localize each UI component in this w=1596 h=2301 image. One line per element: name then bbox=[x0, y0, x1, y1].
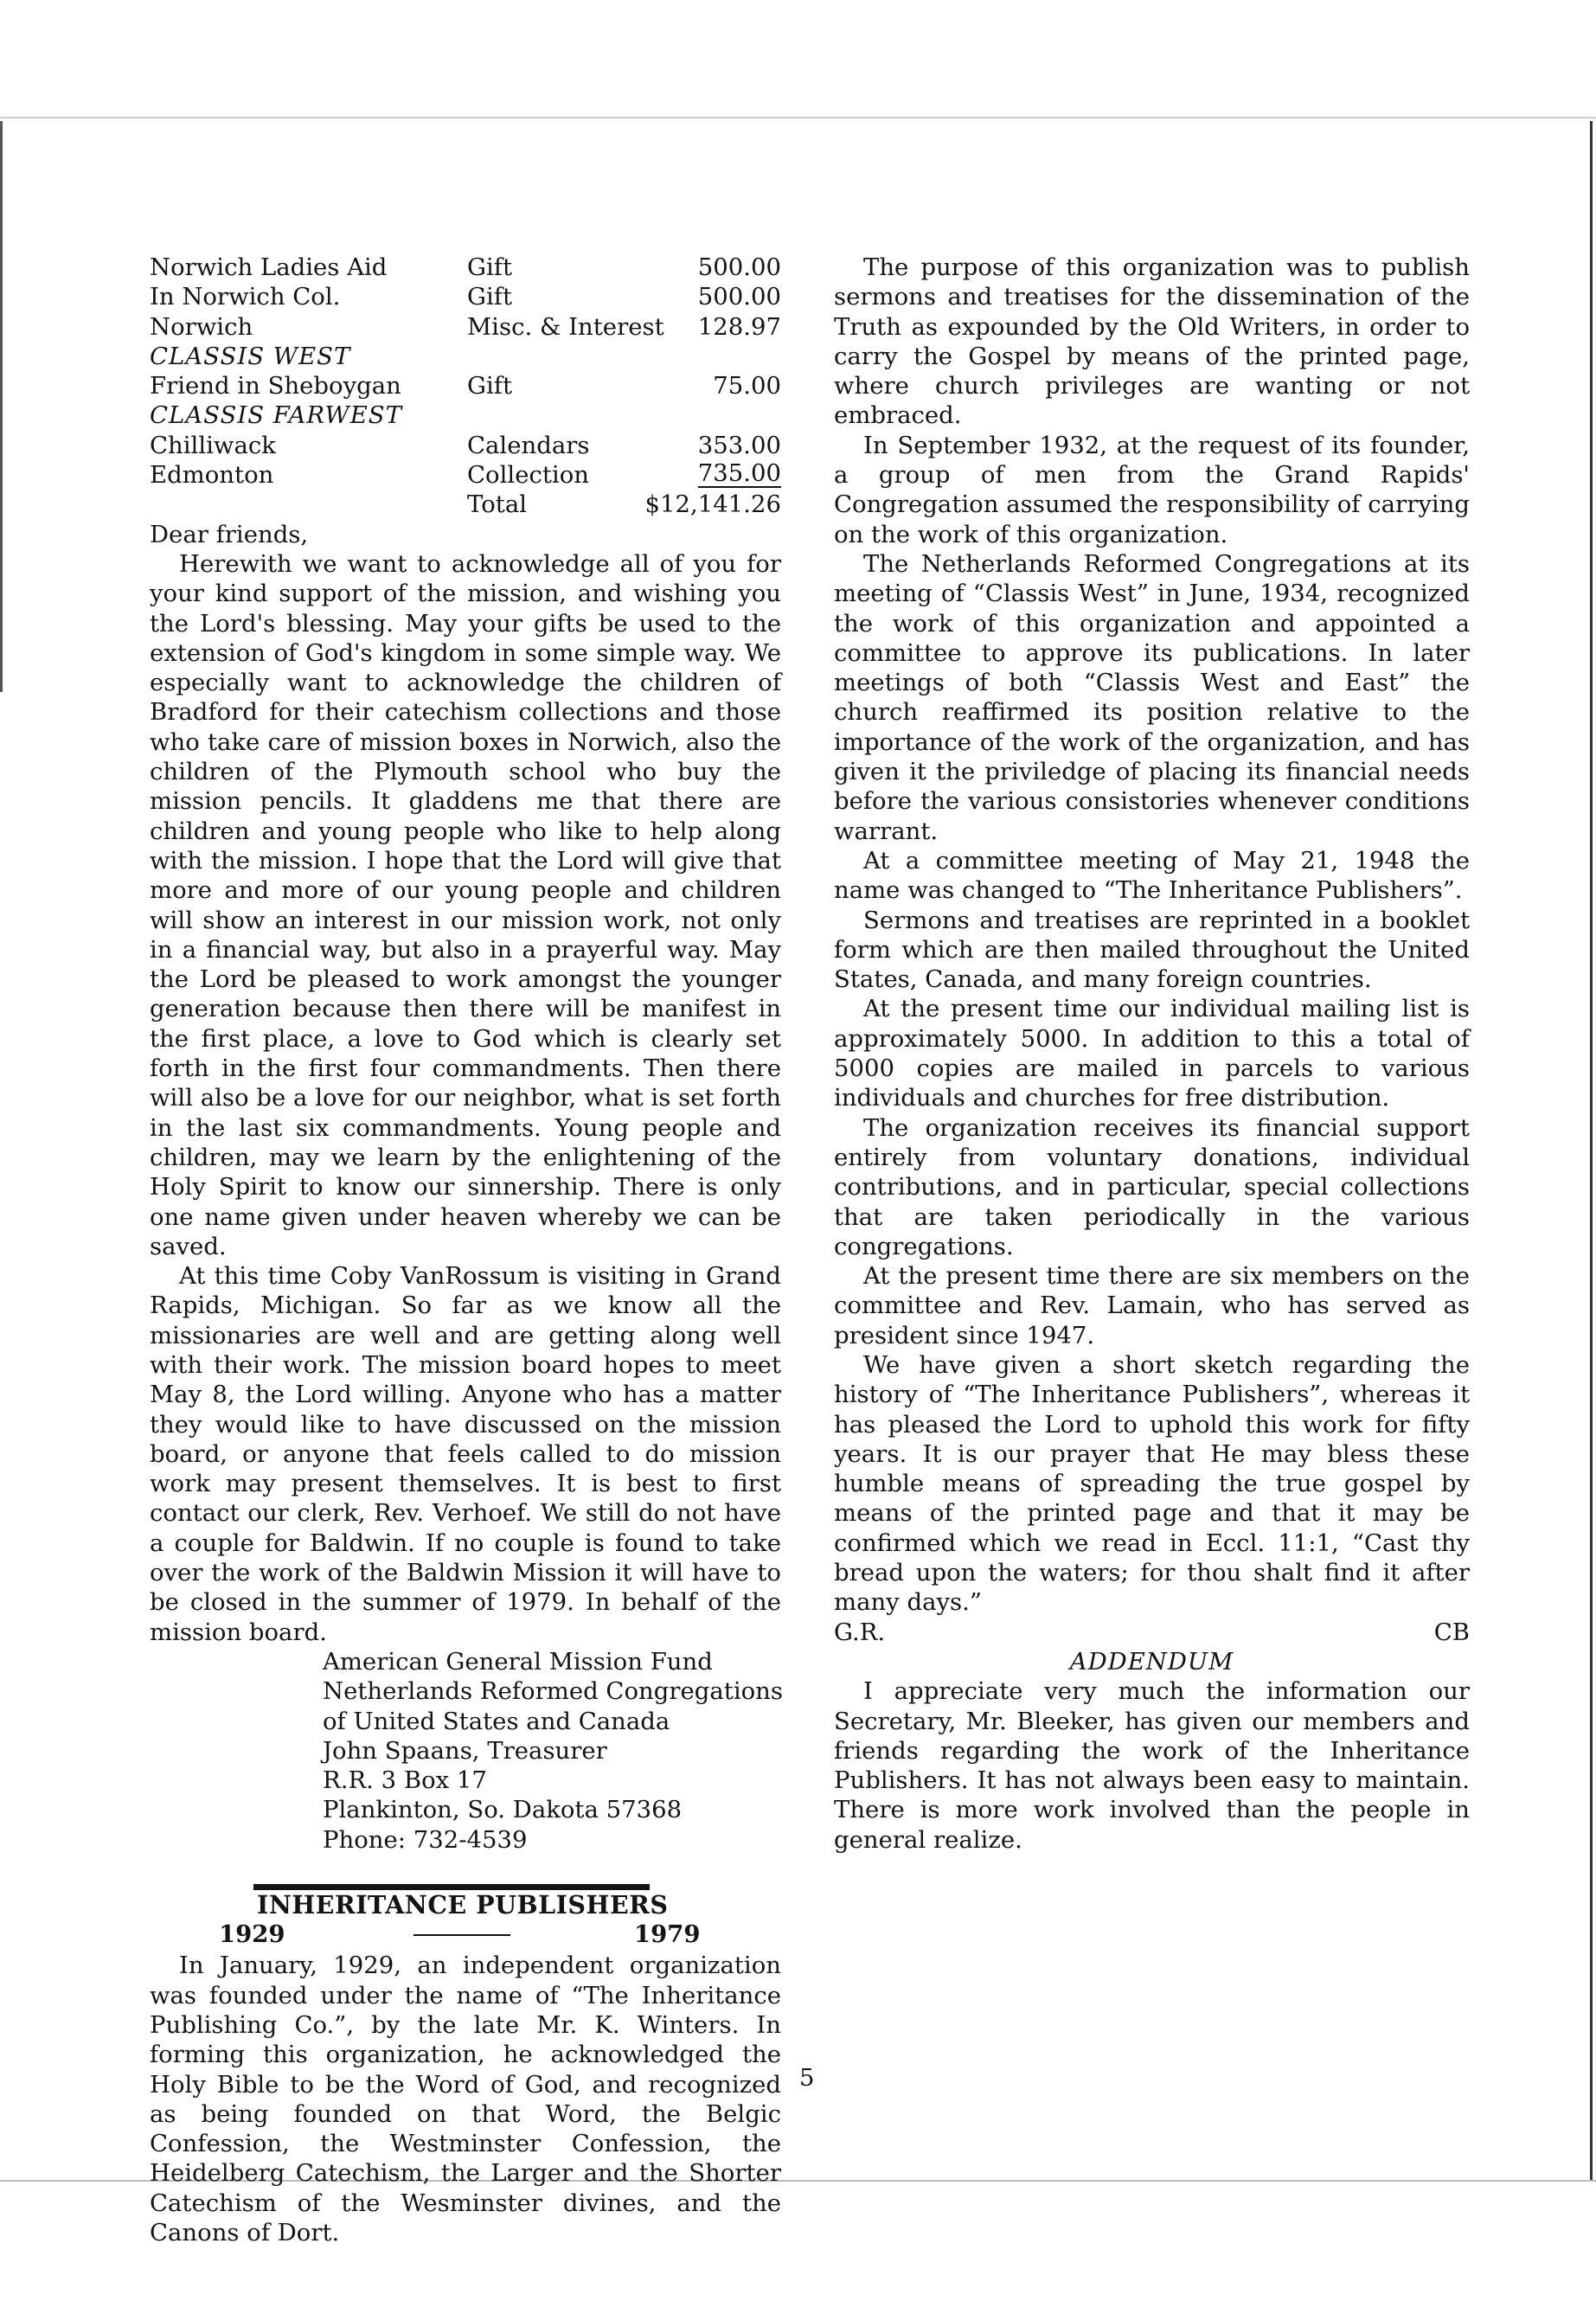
article-paragraph: At a committee meeting of May 21, 1948 the name was changed to “The Inheritance Publishers”. bbox=[834, 846, 1470, 905]
signoff-initials-left: G.R. bbox=[834, 1618, 886, 1646]
letter-signature-block bbox=[323, 1647, 781, 1855]
ledger-row bbox=[150, 282, 781, 311]
ledger-row bbox=[150, 371, 781, 401]
ledger-amount: 500.00 bbox=[697, 283, 781, 311]
article-title: INHERITANCE PUBLISHERS bbox=[257, 1890, 669, 1920]
signature-line: John Spaans, Treasurer bbox=[323, 1736, 607, 1765]
ledger-name: Chilliwack bbox=[150, 431, 276, 459]
year-start: 1929 bbox=[219, 1920, 285, 1949]
article-years bbox=[150, 1920, 781, 1951]
ledger-amount: 75.00 bbox=[713, 372, 781, 401]
ledger-total-amount: $12,141.26 bbox=[644, 490, 781, 519]
ledger-name: Friend in Sheboygan bbox=[150, 372, 401, 401]
page-number: 5 bbox=[799, 2064, 815, 2092]
article-signoff bbox=[834, 1618, 1470, 1647]
ledger-type: Misc. & Interest bbox=[467, 312, 664, 341]
signature-line: Phone: 732-4539 bbox=[323, 1825, 528, 1854]
classis-west-heading: CLASSIS WEST bbox=[150, 342, 351, 370]
ledger-name: In Norwich Col. bbox=[150, 283, 341, 311]
signature-line: Plankinton, So. Dakota 57368 bbox=[323, 1796, 683, 1824]
letter-paragraph: At this time Coby VanRossum is visiting in Grand Rapids, Michigan. So far as we know all the missionaries are well and are getting along well with their work. The mission board hopes to meet May 8, the Lord willing. Anyone who has a matter they would like to have discussed on the mission board, or anyone that feels called to do mission work may present themselves. It is best to first contact our clerk, Rev. Verhoef. We still do not have a couple for Baldwin. If no couple is found to take over the work of the Baldwin Mission it will have to be closed in the summer of 1979. In behalf of the mission board. bbox=[150, 1262, 781, 1646]
article-paragraph: The Netherlands Reformed Congregations at its meeting of “Classis West” in June, 1934, recognized the work of this organization and appointed a committee to approve its publications. In later meetings of both “Classis West and East” the church reaffirmed its position relative to the importance of the work of the organization, and has given it the priviledge of placing its financial needs before the various consistories whenever conditions warrant. bbox=[834, 549, 1470, 845]
ledger-row bbox=[150, 253, 781, 282]
signature-line: Netherlands Reformed Congregations bbox=[323, 1677, 783, 1706]
ledger-type: Gift bbox=[467, 372, 512, 401]
article-paragraph: At the present time our individual mailing list is approximately 5000. In addition to this a total of 5000 copies are mailed in parcels to various individuals and churches for free distribution. bbox=[834, 995, 1470, 1112]
ledger-type: Gift bbox=[467, 253, 512, 281]
article-paragraph: We have given a short sketch regarding the history of “The Inheritance Publishers”, whereas it has pleased the Lord to uphold this work for fifty years. It is our prayer that He may bless these humble means of spreading the true gospel by means of the printed page and that it may be confirmed which we read in Eccl. 11:1, “Cast thy bread upon the waters; for thou shalt find it after many days.” bbox=[834, 1350, 1470, 1617]
ledger-amount: 500.00 bbox=[697, 253, 781, 281]
ledger-name: Edmonton bbox=[150, 461, 274, 490]
letter-salutation: Dear friends, bbox=[150, 520, 309, 548]
ledger-row bbox=[150, 460, 781, 490]
ledger-total-row bbox=[150, 490, 781, 519]
scan-top-edge bbox=[0, 117, 1596, 119]
signature-line: of United States and Canada bbox=[323, 1707, 670, 1735]
scan-right-edge bbox=[1590, 121, 1593, 2180]
article-paragraph: The organization receives its financial support entirely from voluntary donations, individual contributions, and in particular, special collections that are taken periodically in the various congregations. bbox=[834, 1113, 1470, 1260]
ledger-type: Calendars bbox=[467, 431, 590, 459]
article-paragraph: The purpose of this organization was to publish sermons and treatises for the dissemination of the Truth as expounded by the Old Writers, in order to carry the Gospel by means of the printed page, where church privileges are wanting or not embraced. bbox=[834, 253, 1470, 430]
heading-rule bbox=[253, 1884, 650, 1890]
year-end: 1979 bbox=[634, 1920, 701, 1949]
article-paragraph: Sermons and treatises are reprinted in a booklet form which are then mailed throughout the United States, Canada, and many foreign countries. bbox=[834, 906, 1470, 994]
article-paragraph: In September 1932, at the request of its founder, a group of men from the Grand Rapids' Congregation assumed the responsibility of carrying on the work of this organization. bbox=[834, 431, 1470, 548]
ledger-amount: 128.97 bbox=[697, 312, 781, 341]
addendum-heading: ADDENDUM bbox=[1069, 1647, 1234, 1676]
left-column bbox=[150, 253, 781, 2247]
ledger-name: Norwich Ladies Aid bbox=[150, 253, 388, 281]
signature-line: R.R. 3 Box 17 bbox=[323, 1766, 487, 1795]
ledger-amount: 353.00 bbox=[697, 431, 781, 459]
classis-farwest-heading: CLASSIS FARWEST bbox=[150, 401, 402, 430]
ledger-type: Gift bbox=[467, 283, 512, 311]
scan-left-edge bbox=[0, 121, 3, 692]
addendum-paragraph: I appreciate very much the information our Secretary, Mr. Bleeker, has given our members and friends regarding the work of the Inheritance Publishers. It has not always been easy to maintain. There is more work involved than the people in general realize. bbox=[834, 1677, 1470, 1854]
ledger-type: Collection bbox=[467, 461, 589, 490]
letter-paragraph: Herewith we want to acknowledge all of you for your kind support of the mission, and wishing you the Lord's blessing. May your gifts be used to the extension of God's kingdom in some simple way. We especially want to acknowledge the children of Bradford for their catechism collections and those who take care of mission boxes in Norwich, also the children of the Plymouth school who buy the mission pencils. It gladdens me that there are children and young people who like to help along with the mission. I hope that the Lord will give that more and more of our young people and children will show an interest in our mission work, not only in a financial way, but also in a prayerful way. May the Lord be pleased to work amongst the younger generation because then there will be manifest in the first place, a love to God which is clearly set forth in the first four commandments. Then there will also be a love for our neighbor, what is set forth in the last six commandments. Young people and children, may we learn by the enlightening of the Holy Spirit to know our sinnership. There is only one name given under heaven whereby we can be saved. bbox=[150, 549, 781, 1260]
ledger-total-label: Total bbox=[467, 490, 528, 519]
signoff-initials-right: CB bbox=[1433, 1618, 1470, 1646]
article-paragraph: In January, 1929, an independent organization was founded under the name of “The Inheritance Publishing Co.”, by the late Mr. K. Winters. In forming this organization, he acknowledged the Holy Bible to be the Word of God, and recognized as being founded on that Word, the Belgic Confession, the Westminster Confession, the Heidelberg Catechism, the Larger and the Shorter Catechism of the Wesminster divines, and the Canons of Dort. bbox=[150, 1952, 781, 2247]
ledger-row bbox=[150, 431, 781, 460]
contributions-ledger bbox=[150, 253, 781, 520]
signature-line: American General Mission Fund bbox=[323, 1647, 713, 1676]
ledger-name: Norwich bbox=[150, 312, 253, 341]
ledger-amount: 735.00 bbox=[697, 459, 781, 488]
year-dash bbox=[413, 1934, 510, 1936]
right-column bbox=[834, 253, 1470, 1855]
ledger-row bbox=[150, 312, 781, 342]
article-paragraph: At the present time there are six members on the committee and Rev. Lamain, who has served as president since 1947. bbox=[834, 1262, 1470, 1349]
